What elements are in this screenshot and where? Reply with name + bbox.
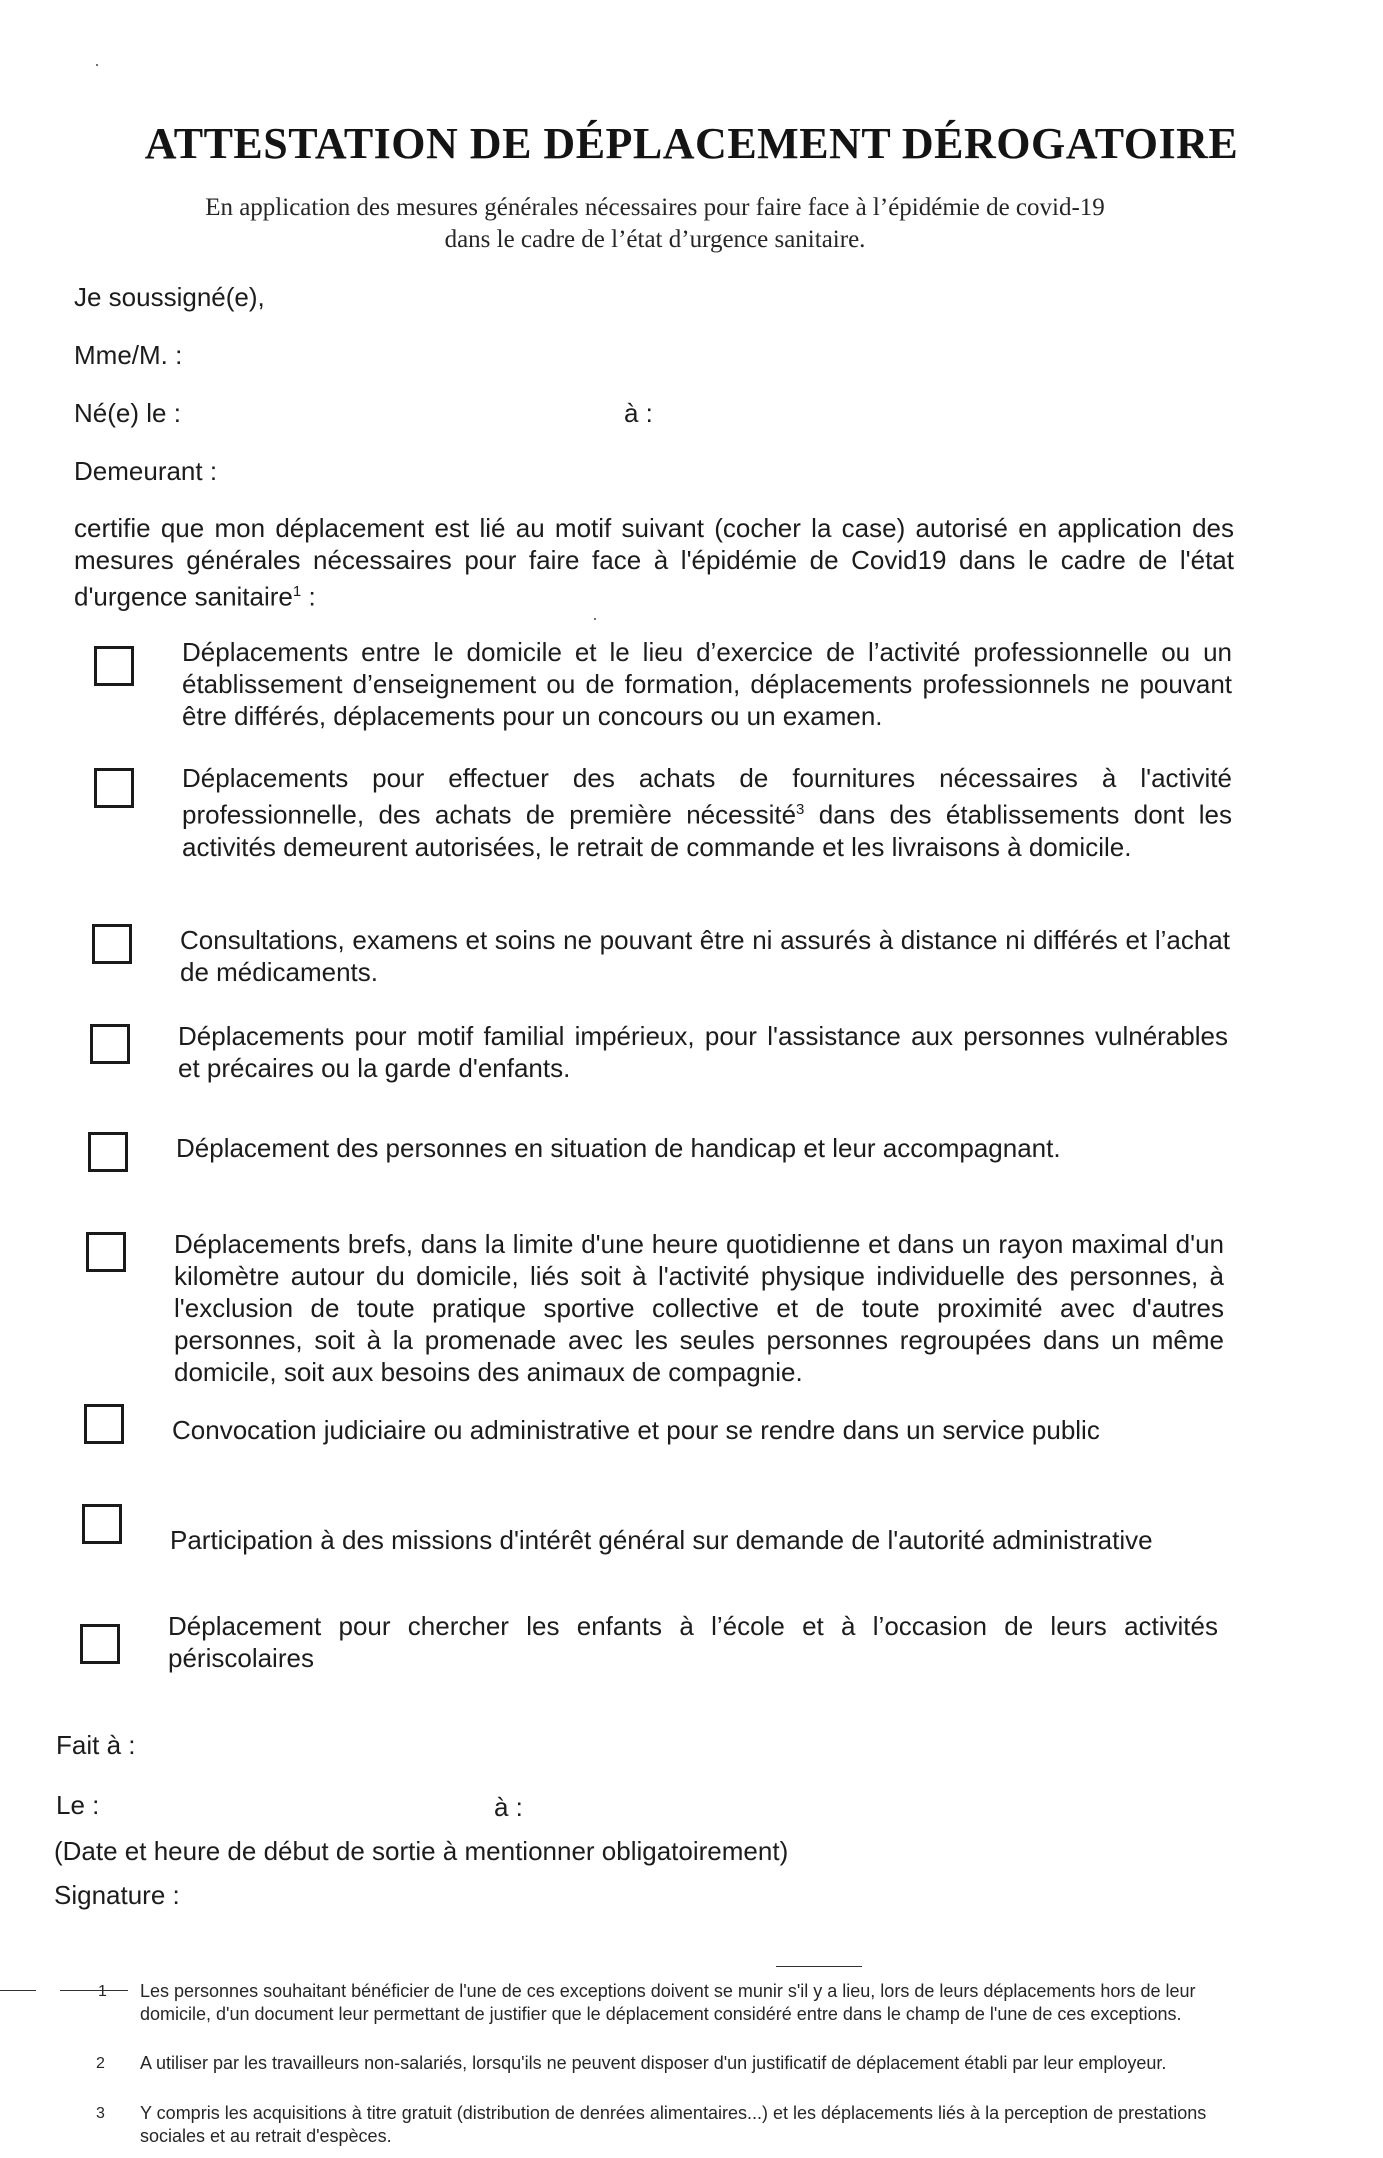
option-text: Convocation judiciaire ou administrative et pour se rendre dans un service public [172,1415,1100,1445]
checkbox-missions[interactable] [82,1504,122,1544]
document-subtitle [0,192,1310,256]
checkbox-professional[interactable] [94,646,134,686]
subtitle-line-1: En application des mesures générales nécessaires pour faire face à l’épidémie de covid-19 [205,194,1105,221]
footnote-text: Les personnes souhaitant bénéficier de l'une de ces exceptions doivent se munir s'il y a lieu, lors de leurs déplacements hors de leur domicile, d'un document leur permettant de justifier que le déplacement considéré entre dans le champ de l'une de ces exceptions. [140,1981,1196,2024]
label-mme-m: Mme/M. : [74,340,183,370]
option-text: Déplacements pour motif familial impérieux, pour l'assistance aux personnes vulnérables et précaires ou la garde d'enfants. [178,1021,1228,1083]
label-soussigne: Je soussigné(e), [74,282,265,312]
footnote-ref: 1 [292,583,302,600]
certifie-suffix: : [301,581,316,612]
label-ne-a: à : [624,398,653,428]
checkbox-convocation[interactable] [84,1404,124,1444]
label-signature: Signature : [54,1880,180,1910]
option-text: Déplacement des personnes en situation de handicap et leur accompagnant. [176,1133,1061,1163]
checkbox-handicap[interactable] [88,1132,128,1172]
footnote-separator [776,1966,862,1967]
option-text: Déplacement pour chercher les enfants à l’école et à l’occasion de leurs activités périscolaires [168,1611,1218,1673]
scan-speck [594,618,596,620]
checkbox-brief[interactable] [86,1232,126,1272]
label-demeurant: Demeurant : [74,456,218,486]
footnote-text: Y compris les acquisitions à titre gratuit (distribution de denrées alimentaires...) et les déplacements liés à la perception de prestations sociales et au retrait d'espèces. [140,2103,1207,2146]
label-fait-a: Fait à : [56,1730,136,1760]
subtitle-line-2: dans le cadre de l’état d’urgence sanitaire. [444,226,866,253]
footnote-number: 2 [96,2055,105,2072]
checkbox-health[interactable] [92,924,132,964]
footnote-number: 1 [98,1983,107,2000]
option-text: Consultations, examens et soins ne pouvant être ni assurés à distance ni différés et l’achat de médicaments. [180,925,1230,987]
label-a: à : [494,1792,523,1822]
checkbox-family[interactable] [90,1024,130,1064]
label-ne-le: Né(e) le : [74,398,181,428]
option-text-b: dans des établissements dont les activités demeurent autorisées, le retrait de commande et les livraisons à domicile. [182,799,1232,862]
scan-speck [96,64,98,66]
checkbox-children[interactable] [80,1624,120,1664]
footnote-ref: 3 [796,801,805,818]
option-text-a: Déplacements pour effectuer des achats de fournitures nécessaires à l'activité professionnelle, des achats de première nécessité [182,763,1232,830]
option-text: Déplacements brefs, dans la limite d'une heure quotidienne et dans un rayon maximal d'un kilomètre autour du domicile, liés soit à l'activité physique individuelle des personnes, à l'exclusion de toute pratique sportive collective et de toute proximité avec d'autres personnes, soit à la promenade avec les seules personnes regroupées dans un même domicile, soit aux besoins des animaux de compagnie. [174,1229,1224,1387]
footnote-text: A utiliser par les travailleurs non-salariés, lorsqu'ils ne peuvent disposer d'un justificatif de déplacement établi par leur employeur. [140,2053,1167,2073]
margin-mark [60,1990,128,1991]
checkbox-purchases[interactable] [94,768,134,808]
option-text [182,762,1232,863]
option-text: Participation à des missions d'intérêt général sur demande de l'autorité administrative [170,1525,1153,1555]
label-le: Le : [56,1790,100,1820]
option-text: Déplacements entre le domicile et le lieu d’exercice de l’activité professionnelle ou un établissement d’enseignement ou de formation, déplacements professionnels ne pouvant être différés, déplacements pour un concours ou un examen. [182,637,1232,731]
footnote-number: 3 [96,2105,105,2122]
note-date-heure: (Date et heure de début de sortie à mentionner obligatoirement) [54,1836,789,1866]
certifie-paragraph [74,512,1234,613]
margin-mark [0,1990,36,1991]
certifie-text: certifie que mon déplacement est lié au motif suivant (cocher la case) autorisé en application des mesures générales nécessaires pour faire face à l'épidémie de Covid19 dans le cadre de l'état d'urgence sanitaire [74,513,1234,612]
document-title: ATTESTATION DE DÉPLACEMENT DÉROGATOIRE [144,119,1239,168]
